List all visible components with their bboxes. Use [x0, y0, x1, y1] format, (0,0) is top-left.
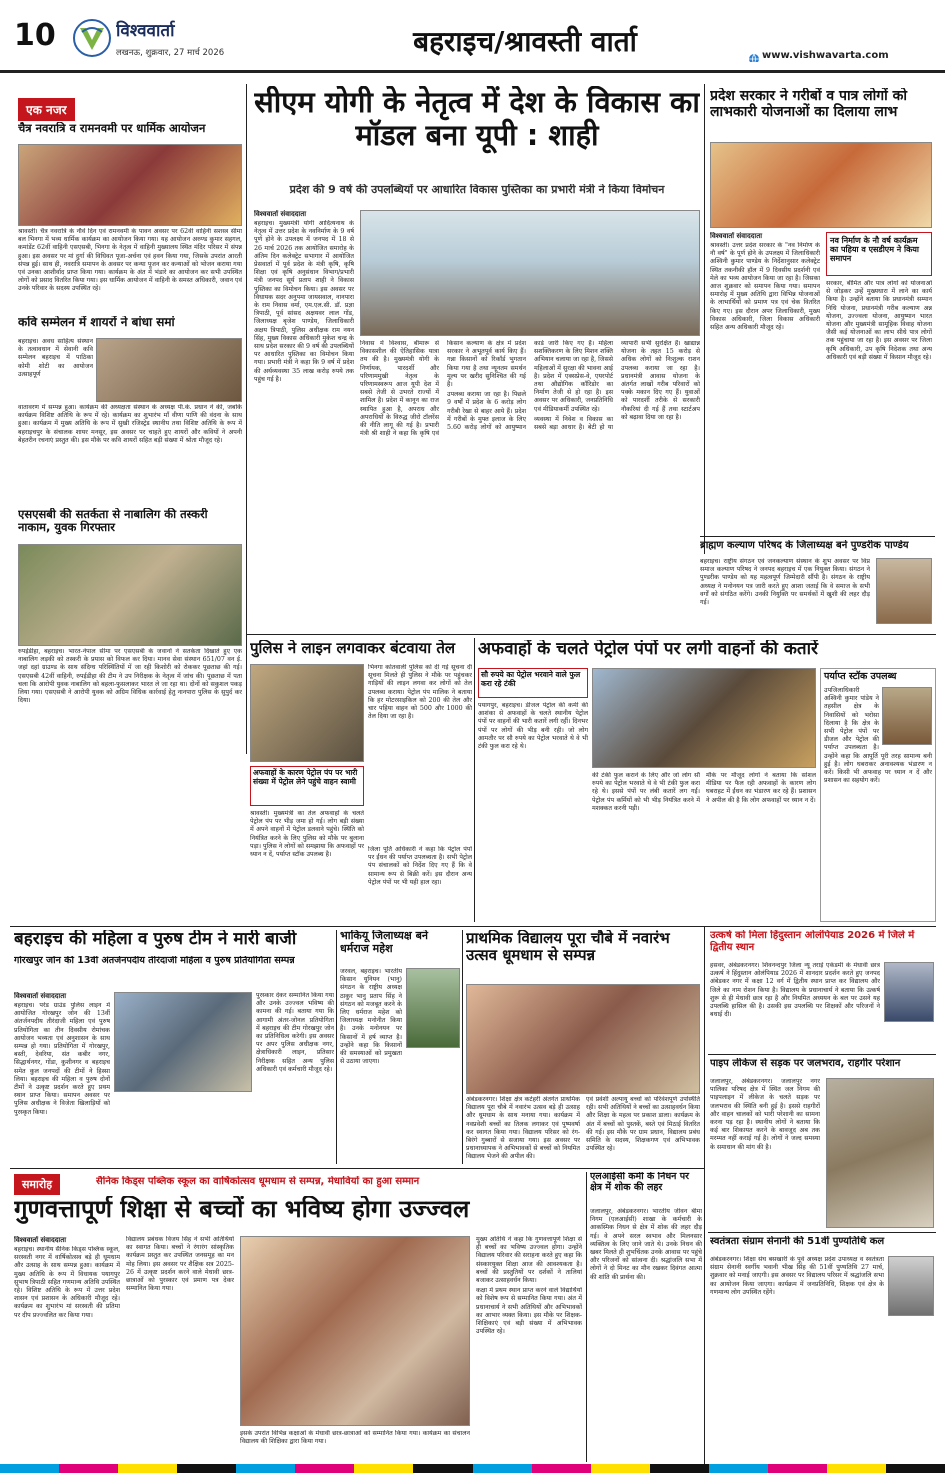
kavi-sammelan-photo: [96, 338, 242, 402]
bhakiyu-headline: भाकियू जिलाध्यक्ष बने धर्मराज महेश: [340, 930, 429, 955]
samaroh-top-rule: [10, 1168, 704, 1169]
ek-nazar-story2-body: वातावरण में सम्पन्न हुआ। कार्यक्रम की अध्यक्षता संस्थान के अध्यक्ष पी.के. प्रधान ने की, जबकि कार्यक्रम विशिष्ट अतिथि के रूप में रहे। कार्यक्रम का शुभारंभ माँ वीणा पाणि की वंदना के साथ हुआ। कार्यक्रम में मुख्य अतिथि के रूप में सुखी रजिस्ट्रेड स्थानीय तथा विशिष्ट अतिथि के रूप में बहराइचपुर के संचालक शायर मनसूर, इस अवसर पर चाहते हुए शायरों और कवियों ने अपनी बेहतरीन रचनाएं प्रस्तुत की। इस मौके पर कवि शायरों सहित बड़ी संख्या में श्रोता मौजूद रहे।: [18, 404, 242, 444]
freedom-rule: [708, 1232, 936, 1233]
rumors-headline: अफवाहों के चलते पेट्रोल पंपों पर लगी वाहनों की कतारें: [478, 640, 818, 659]
lead-body-mid-p3: व्यवस्था में निवेश व विकास का सबसे बड़ा आधार है। बेटी हो या व्यापारी सभी सुरक्षित हैं। खाद्यान्न योजना के तहत 15 करोड़ से अधिक लोगों को निःशुल्क राशन उपलब्ध कराया जा रहा है। प्रधानमंत्री आवास योजना के अंतर्गत लाखों गरीब परिवारों को पक्के मकान दिए गए हैं। युवाओं को पारदर्शी तरीके से सरकारी नौकरियां दी गई हैं तथा स्टार्टअप को बढ़ावा दिया जा रहा है।: [534, 340, 700, 432]
samaroh-tag: समारोह: [14, 1174, 60, 1195]
lic-body: जलालपुर, अंबेडकरनगर। भारतीय जीवन बीमा निगम (एलआईसी) शाखा के कर्मचारी के आकस्मिक निधन से क्षेत्र में शोक की लहर दौड़ गई। वे अपने सरल स्वभाव और मिलनसार व्यक्तित्व के लिए जाने जाते थे। उनके निधन की खबर मिलते ही शुभचिंतक उनके आवास पर पहुंचे और परिजनों को सांत्वना दी। श्रद्धांजलि सभा में लोगों ने दो मिनट का मौन रखकर दिवंगत आत्मा की शांति की प्रार्थना की।: [590, 1208, 702, 1281]
lead-body-left: बहराइच। मुख्यमंत्री योगी आदित्यनाथ के नेतृत्व में उत्तर प्रदेश के नवनिर्माण के 9 वर्ष पूर्ण होने के उपलक्ष्य में जनपद में 18 से 26 मार्च 2026 तक आयोजित समारोह के अंतिम दिन कलेक्ट्रेट सभागार में आयोजित प्रेसवार्ता में पूर्व प्रदेश के मंत्री कृषि, कृषि शिक्षा एवं कृषि अनुसंधान विभाग/प्रभारी मंत्री जनपद सूर्य प्रताप शाही ने विकास पुस्तिका का विमोचन किया। इस अवसर पर विधायक सदर अनुपमा जायसवाल, नानपारा के राम निवास वर्मा, एम.एल.सी. डॉ. प्रज्ञा त्रिपाठी, पूर्व सांसद अक्षयवर लाल गोंड, जिलाध्यक्ष बृजेश पाण्डेय, जिलाधिकारी अक्षय त्रिपाठी, पुलिस अधीक्षक राम नयन सिंह, मुख्य विकास अधिकारी मुकेश चन्द्र के साथ प्रदेश सरकार की 9 वर्ष की उपलब्धियों पर आधारित पुस्तिका का विमोचन किया गया। प्रभारी मंत्री ने कहा कि 9 वर्ष में प्रदेश की अर्थव्यवस्था 35 लाख करोड़ रुपये तक पहुंच गई है।: [254, 220, 354, 383]
pipeline-headline: पाइप लीकेज से सड़क पर जलभराव, राहगीर परेशान: [710, 1058, 901, 1069]
pipeline-photo: [826, 1078, 934, 1228]
samaroh-byline: विश्ववार्ता संवाददाता: [14, 1236, 67, 1244]
lead-photo: [360, 210, 700, 336]
page-number: 10: [14, 18, 56, 53]
ek-nazar-story3-body: रुपईडीहा, बहराइच। भारत-नेपाल सीमा पर एसएसबी के जवानों ने सतर्कता दिखाते हुए एक नाबालिग लड़की को तस्करी के प्रयास को विफल कर दिया। मानव सेवा संस्थान 651/07 वन ई. जहां दहां ग्राउण्ड के साथ संदिग्ध परिस्थितियों में जा रही किशोरी को रोककर पूछताछ की गई। एसएसबी 42वीं वाहिनी, रुपईडीहा की टीम ने उप निरीक्षक के नेतृत्व में जांच की। पूछताछ में पता चला कि आरोपी युवक नाबालिग को बहला-फुसलाकर भारत ले जा रहा था। दोनों को सकुशल पकड़ लिया गया। एसएसबी ने आरोपी युवक को अग्रिम विधिक कार्रवाई हेतु नानपारा पुलिस के सुपुर्द कर दिया।: [18, 648, 242, 705]
lead-headline: सीएम योगी के नेतृत्व में देश के विकास का मॉडल बना यूपी : शाही: [254, 86, 700, 153]
archery-top-rule: [10, 926, 936, 927]
police-divider: [474, 638, 475, 922]
archery-body: बहराइच। परेड ग्राउंड पुलिस लाइन में आयोजित गोरखपुर जोन की 13वीं अंतर्जनपदीय तीरंदाजी महिला एवं पुरुष प्रतियोगिता का तीन दिवसीय रोमांचक आयोजन भव्यता एवं अनुशासन के साथ सम्पन्न हो गया। प्रतियोगिता में गोरखपुर, बस्ती, देवरिया, संत कबीर नगर, सिद्धार्थनगर, गोंडा, कुशीनगर व बहराइच समेत कुल जनपदों की टीमों ने हिस्सा लिया। बहराइच की महिला व पुरुष दोनों टीमों ने उत्कृष्ट प्रदर्शन करते हुए प्रथम स्थान प्राप्त किया। समापन अवसर पर पुलिस अधीक्षक ने विजेता खिलाड़ियों को पुरस्कृत किया।: [14, 1002, 110, 1116]
rumors-sidebar-headline: पर्याप्त स्टॉक उपलब्ध: [824, 671, 897, 682]
samaroh-body3: मुख्य अतिथि ने कहा कि गुणवत्तापूर्ण शिक्षा से ही बच्चों का भविष्य उज्ज्वल होगा। उन्होंने विद्यालय परिवार की सराहना करते हुए कहा कि संस्कारयुक्त शिक्षा आज की आवश्यकता है। बच्चों की प्रस्तुतियों पर दर्शकों ने तालियां बजाकर उत्साहवर्धन किया। कक्षा में प्रथम स्थान प्राप्त करने वाले विद्यार्थियों को विशेष रूप से सम्मानित किया गया। अंत में प्रधानाचार्य ने सभी अतिथियों और अभिभावकों का आभार व्यक्त किया। इस मौके पर शिक्षक-शिक्षिकाएं एवं बड़ी संख्या में अभिभावक उपस्थित रहे।: [476, 1236, 582, 1336]
ek-nazar-story2-caption: बहराइच। अवध साहित्य संस्थान के तत्वावधान में सेवानी कवि सम्मेलन बहराइच में पाठिका कोमी शोटी का आयोजन उत्साहपूर्ण: [18, 338, 93, 378]
olympiad-headline: उत्कर्ष को मिला हिंदुस्तान ओलंपियाड 2026 में जिले में द्वितीय स्थान: [710, 930, 915, 953]
ek-nazar-tag: एक नजर: [18, 98, 75, 121]
school-headline: प्राथमिक विद्यालय पूरा चौबे में नवारंभ उत्सव धूमधाम से सम्पन्न: [466, 930, 670, 965]
samaroh-body1: बहराइच। स्थानीय सैनिक किड्स पब्लिक स्कूल, सरस्वती नगर में वार्षिकोत्सव बड़े ही धूमधाम और उत्साह के साथ सम्पन्न हुआ। कार्यक्रम में मुख्य अतिथि के रूप में विधायक पयागपुर सुभाष त्रिपाठी सहित गणमान्य अतिथि उपस्थित रहे। विशिष्ट अतिथि के रूप में उत्तर प्रदेश शासन एवं प्रशासन के अधिकारी मौजूद रहे। कार्यक्रम का शुभारंभ मां सरस्वती की प्रतिमा पर दीप प्रज्ज्वलित कर किया गया।: [14, 1246, 120, 1319]
left-col-divider: [246, 84, 247, 754]
rumors-callout: सौ रुपये का पेट्रोल भरवाने वाले फुल करा रहे टंकी: [478, 668, 588, 698]
right-top-body2: सरकार, बीमित और पात्र लोगों को योजनाओं से जोड़कर उन्हें मुख्यधारा में लाने का कार्य किया है। उन्होंने बताया कि प्रधानमंत्री सम्मान निधि योजना, प्रधानमंत्री गरीब कल्याण अन्न योजना, उज्ज्वला योजना, आयुष्मान भारत योजना और मुख्यमंत्री सामूहिक विवाह योजना जैसी कई योजनाओं का लाभ सीधे पात्र लोगों तक पहुंचाया जा रहा है। इस अवसर पर जिला कृषि अधिकारी, उप कृषि निदेशक तथा अन्य अधिकारी एवं बड़ी संख्या में किसान मौजूद रहे।: [826, 280, 932, 361]
bhakiyu-body: जरवल, बहराइच। भारतीय किसान यूनियन (भानु) संगठन के राष्ट्रीय अध्यक्ष ठाकुर भानु प्रताप सिंह ने संगठन को मजबूत करने के लिए धर्मराज महेश को जिलाध्यक्ष मनोनीत किया है। उनके मनोनयन पर किसानों में हर्ष व्याप्त है। उन्होंने कहा कि किसानों की समस्याओं को प्रमुखता से उठाया जाएगा।: [340, 968, 402, 1066]
samaroh-body5: इसके उपरांत विभिन्न कक्षाओं के मेधावी छात्र-छात्राओं को सम्मानित किया गया। कार्यक्रम का संचालन विद्यालय की शिक्षिका द्वारा किया गया।: [240, 1430, 470, 1446]
freedom-body: अंबेडकरनगर। शिक्षा संघ बसखारी के पूर्व अध्यक्ष प्रदेश उपाध्यक्ष व स्वतंत्रता संग्राम सेनानी स्वर्गीय भवानी भीख सिंह की 51वीं पुण्यतिथि 27 मार्च, शुक्रवार को मनाई जाएगी। इस अवसर पर विद्यालय परिसर में श्रद्धांजलि सभा का आयोजन किया जाएगा। कार्यक्रम में जनप्रतिनिधि, शिक्षक एवं क्षेत्र के गणमान्य लोग उपस्थित रहेंगे।: [710, 1256, 884, 1296]
police-body3: जिला पूर्ति अधिकारी ने कहा कि पेट्रोल पंपों पर ईंधन की पर्याप्त उपलब्धता है। सभी पेट्रोल पंप संचालकों को निर्देश दिए गए हैं कि वे सामान्य रूप से बिक्री करें। इस दौरान अन्य पेट्रोल पंपों पर भी यही हाल रहा।: [368, 846, 472, 886]
police-body1: भिनगा कोतवाली पुलिस को दी गई सूचना दी सूचना मिलते ही पुलिस ने मौके पर पहुंचकर गाड़ियों की लाइन लगवा कर लोगों को तेल उपलब्ध कराया। पेट्रोल पंप मालिक ने बताया कि हर मोटरसाइकिल को 200 की तेल और चार पहिया वाहन को 500 और 1000 की तेल दिया जा रहा है।: [368, 664, 472, 721]
samaroh-body2: विद्यालय प्रबंधक विजय सिंह ने सभी अतिथियों का स्वागत किया। बच्चों ने रंगारंग सांस्कृतिक कार्यक्रम प्रस्तुत कर उपस्थित जनसमूह का मन मोह लिया। इस अवसर पर शैक्षिक सत्र 2025-26 में उत्कृष्ट प्रदर्शन करने वाले मेधावी छात्र-छात्राओं को पुरस्कार एवं प्रमाण पत्र देकर सम्मानित किया गया।: [126, 1236, 234, 1293]
school-photo: [466, 984, 700, 1094]
right-top-headline: प्रदेश सरकार ने गरीबों व पात्र लोगों को लाभकारी योजनाओं का दिलाया लाभ: [710, 88, 908, 121]
lead-body-mid-p1: निवास में विश्वास, बीमारू से विकासशील की ऐतिहासिक यात्रा तय की है। मुख्यमंत्री योगी के निर्णायक, पारदर्शी और परिणाममुखी नेतृत्व के परिणामस्वरूप आज यूपी देश में सबसे तेजी से उभरते राज्यों में शामिल है। प्रदेश में कानून का राज स्थापित हुआ है, अपराध और अपराधियों के विरुद्ध जीरो टॉलरेंस की नीति लागू की गई है। प्रभारी मंत्री श्री शाही ने कहा कि कृषि एवं किसान कल्याण के क्षेत्र में प्रदेश सरकार ने अभूतपूर्व कार्य किए हैं। गन्ना किसानों को रिकॉर्ड भुगतान किया गया है तथा न्यूनतम समर्थन मूल्य पर खरीद सुनिश्चित की गई है।: [360, 340, 526, 438]
right-top-photo: [710, 142, 932, 228]
print-color-bar: [0, 1464, 945, 1473]
archery-byline: विश्ववार्ता संवाददाता: [14, 992, 67, 1000]
brahman-portrait: [876, 558, 932, 624]
samaroh-photo: [240, 1236, 470, 1426]
school-body2: एवं प्रवेशी अल्पायु बच्चों को परिवेशपूर्ण उपस्थिति रही। सभी अतिथियों ने बच्चों का उत्साहवर्धन किया और शिक्षा के महत्व पर प्रकाश डाला। कार्यक्रम के अंत में बच्चों को पुस्तकें, बस्ते एवं मिठाई वितरित की गई। इस मौके पर ग्राम प्रधान, विद्यालय प्रबंध समिति के सदस्य, शिक्षकगण एवं अभिभावक उपस्थित रहे।: [586, 1096, 700, 1153]
website-url[interactable]: www.vishwavarta.com: [762, 50, 889, 61]
olympiad-body: हसवर, अंबेडकरनगर। शिवनन्दपुर जिला न्यू तराई एकेडमी के मेधावी छात्र उत्कर्ष ने हिंदुस्तान ओलंपियाड 2026 में शानदार प्रदर्शन करते हुए जनपद अंबेडकर नगर में कक्षा 12 वर्ग में द्वितीय स्थान प्राप्त कर विद्यालय और जिले का नाम रोशन किया है। विद्यालय के प्रधानाचार्य ने बताया कि उत्कर्ष शुरू से ही मेधावी छात्र रहा है और नियमित अध्ययन के बल पर उसने यह उपलब्धि हासिल की है। उसकी इस उपलब्धि पर शिक्षकों और परिजनों ने बधाई दी।: [710, 962, 880, 1019]
archery-photo: [114, 992, 252, 1092]
rumors-body1: पयागपुर, बहराइच। डीजल पेट्रोल की कमी की आशंका से अफवाहों के चलते स्थानीय पेट्रोल पंपों पर वाहनों की भारी कतारें लगी रहीं। दिनभर पंपों पर लोगों की भीड़ बनी रही। जो लोग आमतौर पर सौ रुपये का पेट्रोल भरवाते थे वे भी टंकी फुल करा रहे थे।: [478, 702, 588, 751]
ssb-photo: [18, 544, 242, 646]
lead-body-mid-p2: उपलब्ध कराया जा रहा है। पिछले 9 वर्षों में प्रदेश के 6 करोड़ लोग गरीबी रेखा से बाहर आये हैं। प्रदेश में गरीबों के मुफ्त इलाज के लिए 5.60 करोड़ लोगों को आयुष्मान कार्ड जारी किए गए हैं। महिला सशक्तिकरण के लिए मिशन शक्ति अभियान चलाया जा रहा है, जिससे महिलाओं में सुरक्षा की भावना आई है। प्रदेश में एक्सप्रेस-वे, एयरपोर्ट तथा औद्योगिक कॉरिडोर का निर्माण तेजी से हो रहा है। इस अवसर पर अधिकारी, जनप्रतिनिधि एवं मीडियाकर्मी उपस्थित रहे।: [447, 340, 613, 432]
archery-body2: पुरस्कार देकर सम्मानित किया गया और उनके उज्ज्वल भविष्य की कामना की गई। बताया गया कि आगामी अंतर-जोनल प्रतियोगिता में बहराइच की टीम गोरखपुर जोन का प्रतिनिधित्व करेगी। इस अवसर पर अपर पुलिस अधीक्षक नगर, क्षेत्राधिकारी लाइन, प्रतिसार निरीक्षक सहित अन्य पुलिस अधिकारी एवं कर्मचारी मौजूद रहे।: [256, 992, 334, 1073]
police-photo: [250, 664, 364, 762]
navratri-photo: [18, 144, 242, 226]
archery-subhead: गोरखपुर जोन की 13वीं अंतर्जनपदीय तीरंदाजी महिला व पुरुष प्रतियोगिता सम्पन्न: [14, 956, 295, 966]
city-date: लखनऊ, शुक्रवार, 27 मार्च 2026: [116, 48, 225, 58]
brahman-headline: ब्राह्मण कल्याण परिषद के जिलाध्यक्ष बने पुण्डरीक पाण्डेय: [700, 540, 909, 551]
paper-name: विश्ववार्ता: [116, 21, 175, 41]
right-top-body: श्रावस्ती। उत्तर प्रदेश सरकार के "नव निर्माण के नौ वर्ष" के पूर्ण होने के उपलक्ष्य में जिलाधिकारी अश्विनी कुमार पाण्डेय के निर्देशानुसार कलेक्ट्रेट स्थित तकनीकी हॉल में 9 दिवसीय प्रदर्शनी एवं मेले का भव्य आयोजन किया जा रहा है। जिसका आज शुक्रवार को समापन किया गया। समापन समारोह में मुख्य अतिथि द्वारा विभिन्न योजनाओं के लाभार्थियों को प्रमाण पत्र एवं चेक वितरित किए गए। इस दौरान अपर जिलाधिकारी, मुख्य विकास अधिकारी, जिला विकास अधिकारी सहित अन्य अधिकारी मौजूद रहे।: [710, 242, 820, 332]
ek-nazar-story3-headline: एसएसबी की सतर्कता से नाबालिग की तस्करी नाकाम, युवक गिरफ्तार: [18, 508, 208, 535]
ek-nazar-story2-headline: कवि सम्मेलन में शायरों ने बांधा समां: [18, 316, 175, 329]
rumors-body2: की टंकी फुल कराने के लिए और जो लोग सौ रुपये का पेट्रोल भरवाते थे वे भी टंकी फुल करा रहे थे। इससे पंपों पर लंबी कतारें लग गईं। पेट्रोल पंप कर्मियों को भी भीड़ नियंत्रित करने में मशक्कत करनी पड़ी।: [592, 772, 700, 812]
rumors-sidebar: [820, 668, 936, 922]
police-headline: पुलिस ने लाइन लगवाकर बंटवाया तेल: [250, 640, 456, 657]
pipeline-rule: [708, 1054, 936, 1055]
school-body: अंबेडकरनगर। शिक्षा क्षेत्र कटेहरी अंतर्गत प्राथमिक विद्यालय पूरा चौबे में नवारंभ उत्सव बड़े ही उत्साह और धूमधाम के साथ मनाया गया। कार्यक्रम में नवप्रवेशी बच्चों का तिलक लगाकर एवं पुष्पवर्षा कर स्वागत किया गया। विद्यालय परिसर को रंग-बिरंगे गुब्बारों से सजाया गया। इस अवसर पर प्रधानाध्यापक ने अभिभावकों से बच्चों को नियमित विद्यालय भेजने की अपील की।: [466, 1096, 580, 1161]
lead-subhead: प्रदेश की 9 वर्ष की उपलब्धियों पर आधारित विकास पुस्तिका का प्रभारी मंत्री ने किया विमोचन: [289, 184, 665, 196]
samaroh-kicker: सैनिक किड्स पब्लिक स्कूल का वार्षिकोत्सव धूमधाम से सम्पन्न, मेधावियों का हुआ सम्मान: [96, 1176, 420, 1187]
brahman-body: बहराइच। राष्ट्रीय संगठन एवं जनकल्याण संस्थान के शुभ अवसर पर विप्र समाज कल्याण परिषद ने जनपद बहराइच में एक नियुक्त किया। संगठन ने पुण्डरीक पाण्डेय को यह महत्वपूर्ण जिम्मेदारी सौंपी है। संगठन के राष्ट्रीय अध्यक्ष ने मनोनयन पत्र जारी करते हुए आशा जताई कि वे समाज के सभी वर्गों को संगठित करेंगे। उनकी नियुक्ति पर समर्थकों में खुशी की लहर दौड़ गई।: [700, 558, 870, 607]
samaroh-body4: कक्षा में प्रथम स्थान प्राप्त करने वाले विद्यार्थियों को विशेष रूप से सम्मानित किया गया। अंत में प्रधानाचार्य ने सभी अतिथियों और अभिभावकों का आभार व्यक्त किया। इस मौके पर शिक्षक-शिक्षिकाएं एवं बड़ी संख्या में अभिभावक उपस्थित रहे।: [476, 1287, 582, 1336]
rumors-body3: मौके पर मौजूद लोगों ने बताया कि सोशल मीडिया पर फैल रही अफवाहों के कारण लोग घबराहट में ईंधन का भंडारण कर रहे हैं। प्रशासन ने अपील की है कि लोग अफवाहों पर ध्यान न दें।: [706, 772, 816, 804]
olympiad-portrait: [884, 962, 934, 1022]
sdm-portrait: [882, 687, 932, 745]
police-body2: श्रावस्ती। मुख्यमंत्री का तेल अफवाहों के चलते पेट्रोल पंप पर भीड़ जमा हो गई। लोग बड़ी संख्या में अपने वाहनों में पेट्रोल डलवाने पहुंचे। स्थिति को नियंत्रित करने के लिए पुलिस को मौके पर बुलाना पड़ा। पुलिस ने लोगों को समझाया कि अफवाहों पर ध्यान न दें, पर्याप्त स्टॉक उपलब्ध है।: [250, 810, 364, 859]
archery-headline: बहराइच की महिला व पुरुष टीम ने मारी बाजी: [14, 930, 297, 949]
school-divider: [704, 926, 705, 1466]
ek-nazar-story1-headline: चैत्र नवरात्रि व रामनवमी पर धार्मिक आयोजन: [18, 122, 206, 135]
ek-nazar-story1-body: श्रावस्ती। चैत्र नवरात्रि के नौवें दिन एवं रामनवमी के पावन अवसर पर 62वीं वाहिनी सशस्त्र सीमा बल भिनगा में भव्य धार्मिक कार्यक्रम का आयोजन किया गया। यह आयोजन अरुण्ड कुमार सहगल, कमांडेंट 62वीं वाहिनी एसएसबी, भिनगा के नेतृत्व में वाहिनी मुख्यालय स्थित मंदिर परिसर में संपन्न हुआ। इस अवसर पर मां दुर्गा की विधिवत पूजा-अर्चना एवं हवन किया गया, जिसके उपरांत आरती संपन्न हुई। साथ ही, नवरात्रि समापन के अवसर पर कन्या पूजन कर कन्याओं को भोजन कराया गया एवं उनका आशीर्वाद प्राप्त किया गया। कार्यक्रम के अंत में भंडारे का आयोजन कर सभी उपस्थित लोगों को प्रसाद वितरित किया गया। इस धार्मिक आयोजन में वाहिनी के समस्त अधिकारी, जवान एवं उनके परिवार के सदस्य उपस्थित रहे।: [18, 228, 242, 293]
website-globe-icon: [748, 50, 760, 62]
samaroh-headline: गुणवत्तापूर्ण शिक्षा से बच्चों का भविष्य होगा उज्ज्वल: [14, 1196, 470, 1223]
right-top-callout: नव निर्माण के नौ वर्ष कार्यक्रम का पहिया व एसडीएम ने किया समापन: [826, 232, 932, 276]
section-title: बहराइच/श्रावस्ती वार्ता: [413, 25, 637, 58]
lic-headline: एलआईसी कर्मी के निधन पर क्षेत्र में शोक की लहर: [590, 1172, 690, 1193]
freedom-headline: स्वतंत्रता संग्राम सेनानी की 51वीं पुण्यतिथि कल: [710, 1236, 885, 1247]
right-top-byline: विश्ववार्ता संवाददाता: [710, 232, 763, 240]
lead-byline: विश्ववार्ता संवाददाता: [254, 210, 307, 218]
lead-divider: [704, 84, 705, 554]
brahman-rule: [700, 536, 935, 537]
masthead-logo-icon: [72, 18, 112, 58]
police-callout: अफवाहों के कारण पेट्रोल पंप पर भारी संख्या में पेट्रोल लेने पहुंचे वाहन स्वामी: [250, 766, 364, 806]
header-rule: [0, 70, 945, 73]
pipeline-body: जलालपुर, अंबेडकरनगर। जलालपुर नगर पालिका परिषद क्षेत्र में स्थित जल निगम की पाइपलाइन में लीकेज के चलते सड़क पर जलभराव की स्थिति बनी हुई है। इससे राहगीरों और वाहन चालकों को भारी परेशानी का सामना करना पड़ रहा है। स्थानीय लोगों ने बताया कि कई बार शिकायत करने के बावजूद अब तक मरम्मत नहीं कराई गई है। लोगों ने जल्द समस्या के समाधान की मांग की है।: [710, 1078, 820, 1151]
lead-body-mid: [360, 340, 700, 550]
samaroh-divider: [586, 1172, 587, 1462]
mid-band-top-rule: [246, 634, 936, 635]
rumors-photo: [592, 668, 816, 768]
bhakiyu-divider: [462, 930, 463, 1164]
masthead: [0, 0, 945, 70]
freedom-portrait: [888, 1256, 934, 1316]
bhakiyu-portrait: [406, 968, 460, 1048]
rumors-sidebar-body: उपजिलाधिकारी अश्विनी कुमार पांडेय ने तहसील क्षेत्र के निवासियों को भरोसा दिलाया है कि क्षेत्र के सभी पेट्रोल पंपों पर डीजल और पेट्रोल की पर्याप्त उपलब्धता है। उन्होंने कहा कि आपूर्ति पूरी तरह सामान्य बनी हुई है। लोग घबराकर अनावश्यक भंडारण न करें। किसी भी अफवाह पर ध्यान न दें और प्रशासन का सहयोग करें।: [824, 686, 932, 785]
archery-divider: [336, 930, 337, 1164]
